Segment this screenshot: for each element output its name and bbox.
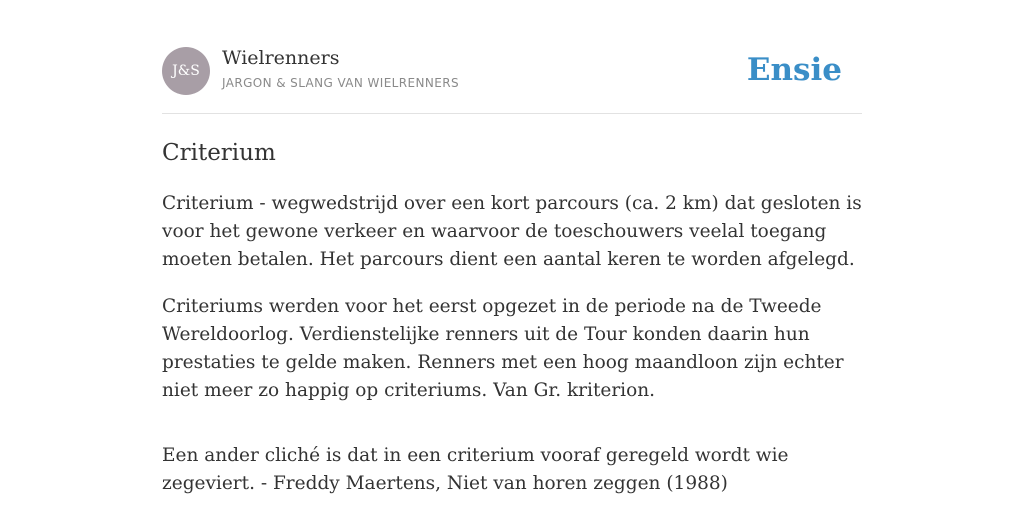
quote-paragraph: Een ander cliché is dat in een criterium vooraf geregeld wordt wie zegeviert. - Freddy Maertens, Niet van horen zeggen (1988) xyxy=(162,445,789,494)
avatar[interactable]: J&S xyxy=(162,47,210,95)
history-paragraph: Criteriums werden voor het eerst opgezet in de periode na de Tweede Wereldoorlog. Verdienstelijke renners uit de Tour konden daarin hun prestaties te gelde maken. Renners met een hoog maandloon zijn echter niet meer zo happig op criteriums. Van Gr. kriterion. xyxy=(162,296,844,401)
page xyxy=(162,0,862,494)
site-subtitle: JARGON & SLANG VAN WIELRENNERS xyxy=(222,76,459,90)
site-title[interactable]: Wielrenners xyxy=(222,47,340,69)
site-header xyxy=(162,0,862,114)
definition-paragraph: Criterium - wegwedstrijd over een kort parcours (ca. 2 km) dat gesloten is voor het gewone verkeer en waarvoor de toeschouwers veelal toegang moeten betalen. Het parcours dient een aantal keren te worden afgelegd. xyxy=(162,193,862,270)
ensie-logo-link[interactable]: Ensie xyxy=(746,52,842,88)
entry-content xyxy=(162,190,862,517)
entry-title: Criterium xyxy=(162,140,276,166)
